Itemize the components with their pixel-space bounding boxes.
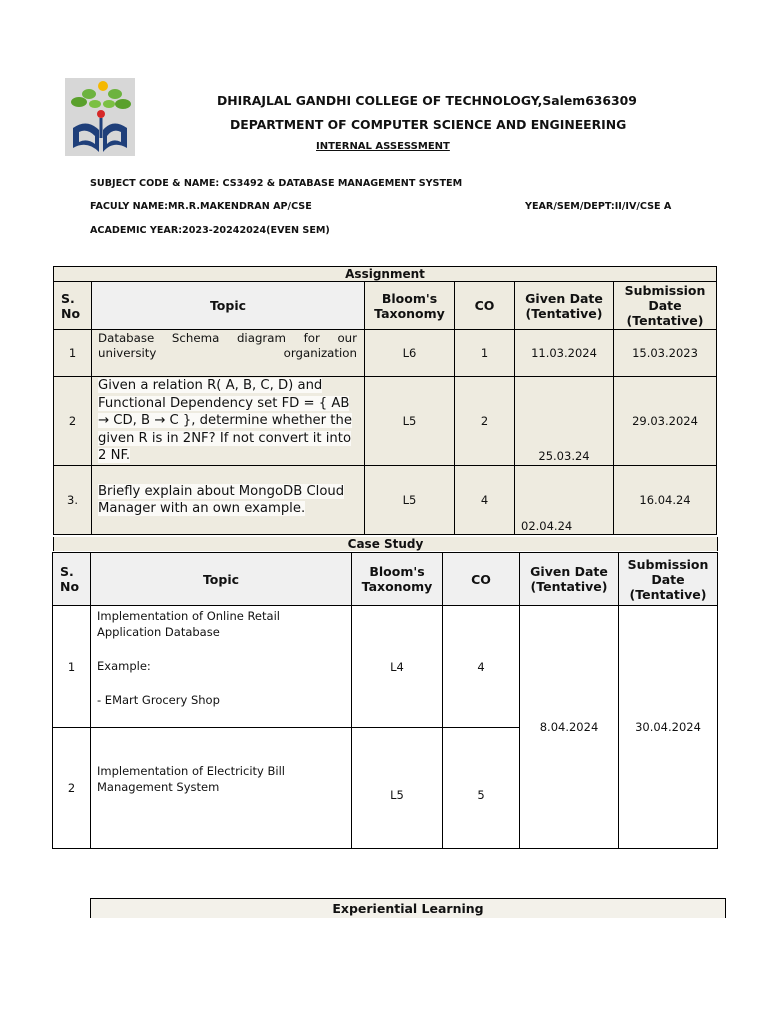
header-topic: Topic [92,282,365,330]
row-bloom: L5 [365,466,455,535]
academic-year-line: ACADEMIC YEAR:2023-20242024(EVEN SEM) [90,225,330,236]
header-bloom: Bloom's Taxonomy [365,282,455,330]
header-topic: Topic [91,553,352,606]
topic-line: - EMart Grocery Shop [97,693,220,707]
row-bloom: L5 [352,728,443,849]
header-submission-date: Submission Date (Tentative) [614,282,717,330]
table-row [53,606,718,728]
college-name: DHIRAJLAL GANDHI COLLEGE OF TECHNOLOGY,Salem636309 [217,93,637,108]
row-topic: Database Schema diagram for our university organization [92,330,365,377]
row-co: 2 [455,377,515,466]
row-sno: 2 [53,728,91,849]
row-bloom: L4 [352,606,443,728]
header-submission-date: Submission Date (Tentative) [619,553,718,606]
case-submission-date: 30.04.2024 [619,606,718,849]
row-topic [92,466,365,535]
row-topic [91,606,352,728]
header-sno: S. No [54,282,92,330]
row-submission-date: 15.03.2023 [614,330,717,377]
row-topic [92,377,365,466]
row-given-date: 25.03.24 [515,377,614,466]
year-line: YEAR/SEM/DEPT:II/IV/CSE A [525,201,672,212]
topic-line: Implementation of Online Retail Application Database [97,609,280,639]
header-co: CO [455,282,515,330]
experiential-learning-title: Experiential Learning [90,898,726,918]
header-sno: S. No [53,553,91,606]
row-bloom: L5 [365,377,455,466]
case-study-title: Case Study [53,537,718,551]
assignment-table [53,266,717,535]
case-study-table [52,552,718,849]
row-sno: 2 [54,377,92,466]
table-row [54,330,717,377]
table-row [54,466,717,535]
header-given-date: Given Date (Tentative) [515,282,614,330]
row-submission-date: 29.03.2024 [614,377,717,466]
department-name: DEPARTMENT OF COMPUTER SCIENCE AND ENGINEERING [230,117,627,132]
row-submission-date: 16.04.24 [614,466,717,535]
subject-line: SUBJECT CODE & NAME: CS3492 & DATABASE MANAGEMENT SYSTEM [90,178,463,189]
topic-line: Example: [97,659,151,673]
header-co: CO [443,553,520,606]
faculty-line: FACULY NAME:MR.R.MAKENDRAN AP/CSE [90,201,312,212]
row-co: 4 [443,606,520,728]
college-logo [65,78,135,156]
row-sno: 1 [53,606,91,728]
row-co: 4 [455,466,515,535]
header-bloom: Bloom's Taxonomy [352,553,443,606]
logo-emblem-icon [65,78,135,156]
row-co: 5 [443,728,520,849]
assessment-title: INTERNAL ASSESSMENT [316,141,450,152]
row-co: 1 [455,330,515,377]
row-topic: Implementation of Electricity Bill Management System [91,728,352,849]
header-given-date: Given Date (Tentative) [520,553,619,606]
row-sno: 3. [54,466,92,535]
row-sno: 1 [54,330,92,377]
assignment-title: Assignment [54,267,717,282]
topic-text: Given a relation R( A, B, C, D) and Functional Dependency set FD = { AB → CD, B → C }, determine whether the given R is in 2NF? If not convert it into 2 NF. [98,378,352,464]
case-given-date: 8.04.2024 [520,606,619,849]
topic-text: Briefly explain about MongoDB Cloud Manager with an own example. [98,483,345,516]
row-given-date: 11.03.2024 [515,330,614,377]
row-bloom: L6 [365,330,455,377]
row-given-date: 02.04.24 [515,466,614,535]
table-row [54,377,717,466]
